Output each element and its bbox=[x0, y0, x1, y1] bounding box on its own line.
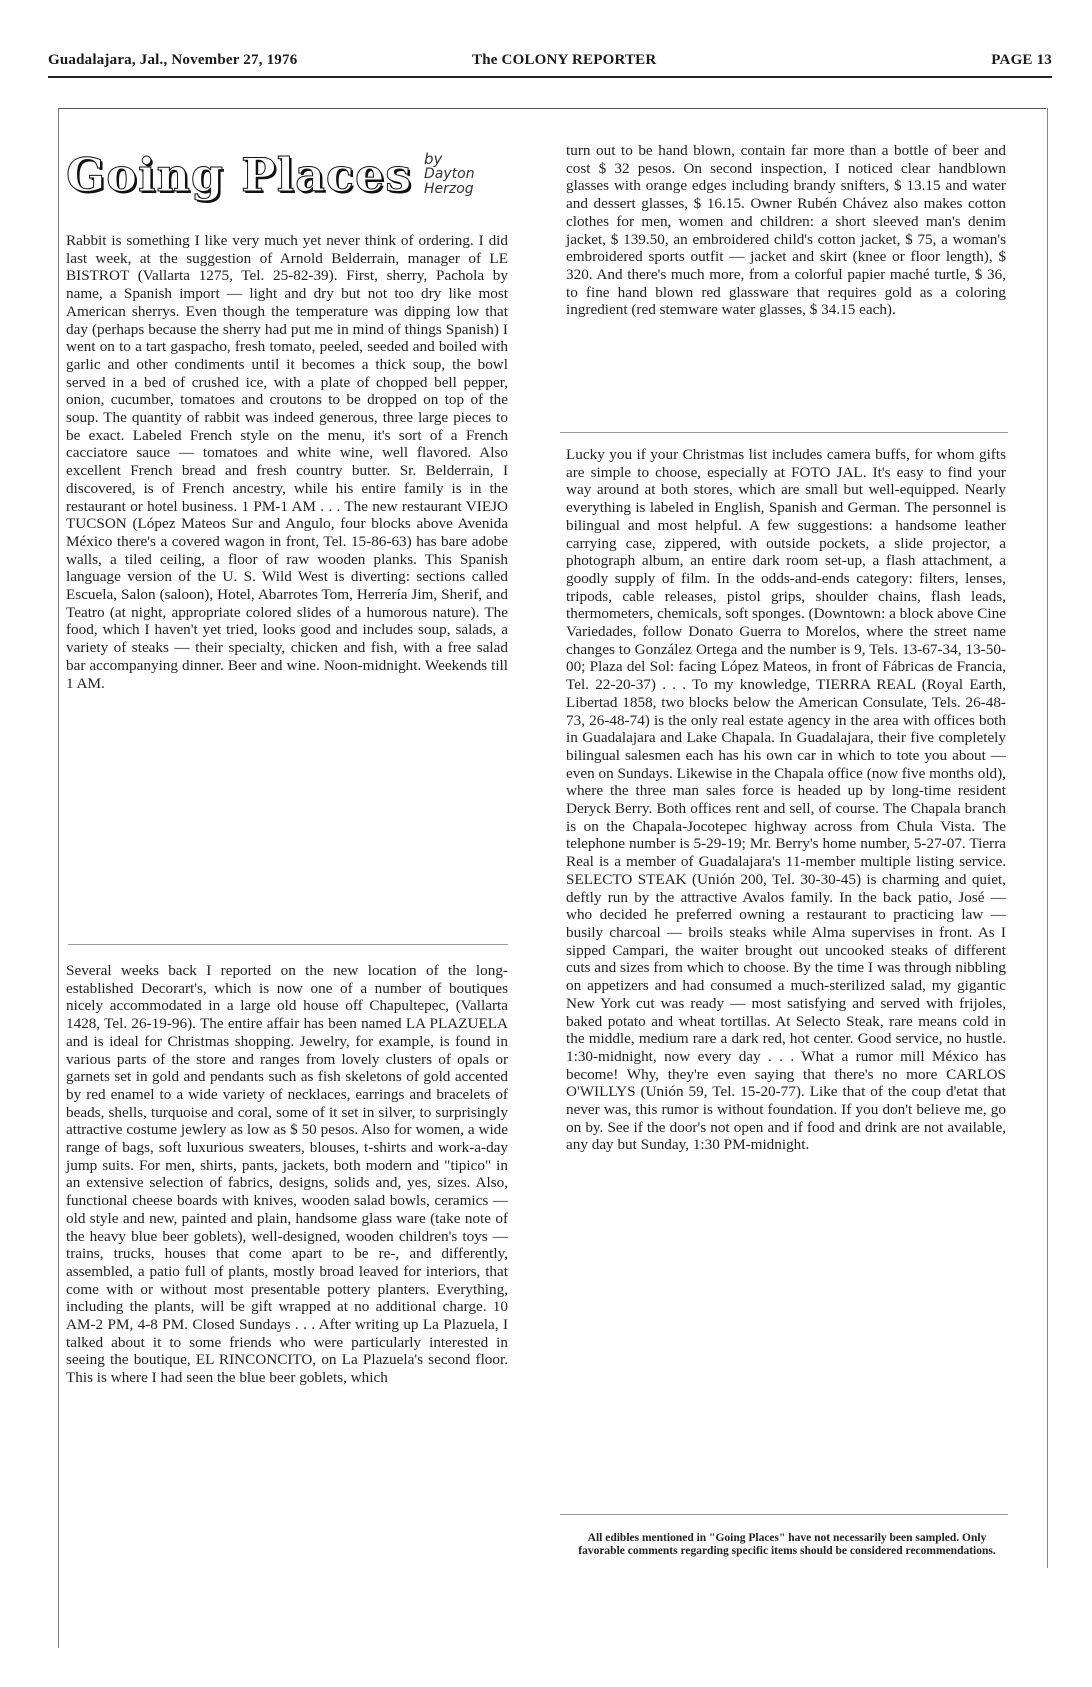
masthead-page-number: PAGE 13 bbox=[991, 52, 1052, 68]
byline bbox=[424, 152, 504, 197]
paragraph-la-plazuela: Several weeks back I reported on the new location of the long-established Decorart's, which is now one of a number of boutiques nicely accommodated in a large old house off Chapultepec, (Vallarta 1428, Tel. 26-19-96). The entire affair has been named LA PLAZUELA and is ideal for Christmas shopping. Jewelry, for example, is found in various parts of the store and ranges from lovely clusters of opals or garnets set in gold and pendants such as fish skeletons of gold accented by red enamel to a wide variety of necklaces, earrings and bracelets of beads, shells, turquoise and coral, some of it set in silver, to surprisingly attractive costume jewlery as low as $ 50 pesos. Also for women, a wide range of bags, soft luxurious sweaters, blouses, t-shirts and work-a-day jump suits. For men, shirts, pants, jackets, both modern and "tipico" in an extensive selection of fabrics, designs, solids and, yes, sizes. Also, functional cheese boards with knives, wooden salad bowls, ceramics — old style and new, painted and plain, handsome glass ware (take note of the heavy blue beer goblets), well-designed, wooden children's toys — trains, trucks, houses that come apart to be re-, and differently, assembled, a patio full of plants, mostly broad leaved for interiors, that come with or without most presentable pottery planters. Everything, including the plants, will be gift wrapped at no additional charge. 10 AM-2 PM, 4-8 PM. Closed Sundays . . . After writing up La Plazuela, I talked about it to some friends who were particularly interested in seeing the boutique, EL RINCONCITO, on La Plazuela's second floor. This is where I had seen the blue beer goblets, which bbox=[66, 962, 508, 1387]
box-top-rule bbox=[58, 108, 1046, 109]
right-column-divider bbox=[560, 432, 1008, 433]
article-right-top bbox=[566, 142, 1006, 319]
top-rule bbox=[48, 76, 1052, 78]
box-left-rule bbox=[58, 108, 59, 1648]
paragraph-foto-jal: Lucky you if your Christmas list includes camera buffs, for whom gifts are simple to choose, especially at FOTO JAL. It's easy to find your way around at both stores, which are small but well-equipped. Nearly everything is labeled in English, Spanish and German. The personnel is bilingual and most helpful. A few suggestions: a handsome leather carrying case, zippered, with outside pockets, a slide projector, a photograph album, an entire dark room set-up, a flash attachment, a goodly supply of film. In the odds-and-ends category: filters, lenses, tripods, cable releases, pistol grips, shoulder chains, flash leads, thermometers, chemicals, soft sponges. (Downtown: a block above Cine Variedades, follow Donato Guerra to Morelos, where the street name changes to González Ortega and the number is 9, Tels. 13-67-34, 13-50-00; Plaza del Sol: facing López Mateos, in front of Fábricas de Francia, Tel. 22-20-37) . . . To my knowledge, TIERRA REAL (Royal Earth, Libertad 1858, two blocks below the American Consulate, Tels. 26-48-73, 26-48-74) is the only real estate agency in the area with offices both in Guadalajara and Lake Chapala. In Guadalajara, their five completely bilingual salesmen each has his own car in which to tote you about — even on Sundays. Likewise in the Chapala office (now five months old), where the three man sales force is headed up by long-time resident Deryck Berry. Both offices rent and sell, of course. The Chapala branch is on the Chapala-Jocotepec highway across from Chula Vista. The telephone number is 5-29-19; Mr. Berry's home number, 5-27-07. Tierra Real is a member of Guadalajara's 11-member multiple listing service. SELECTO STEAK (Unión 200, Tel. 30-30-45) is charming and quiet, deftly run by the attractive Avalos family. In the back patio, José — who decided he preferred owning a restaurant to practicing law — busily charcoal — broils steaks while Alma supervises in front. As I sipped Campari, the waiter brought out uncooked steaks of different cuts and sizes from which to choose. By the time I was through nibbling on appetizers and had consumed a much-sterilized salad, my gigantic New York cut was ready — most satisfying and served with frijoles, baked potato and wheat tortillas. At Selecto Steak, rare means cold in the middle, medium rare a dark red, hot center. Good service, no hustle. 1:30-midnight, now every day . . . What a rumor mill México has become! Why, they're even saying that there's no more CARLOS O'WILLYS (Unión 59, Tel. 15-20-77). Like that of the coup d'etat that never was, this rumor is without foundation. If you don't believe me, go on by. See if the door's not open and if food and drink are not available, any day but Sunday, 1:30 PM-midnight. bbox=[566, 446, 1006, 1154]
footnote-divider bbox=[560, 1514, 1008, 1515]
left-column-divider bbox=[68, 944, 508, 945]
paragraph-el-rinconcito: turn out to be hand blown, contain far more than a bottle of beer and cost $ 32 pesos. On second inspection, I noticed clear handblown glasses with orange edges including brandy snifters, $ 13.15 and water and dessert glasses, $ 16.15. Owner Rubén Chávez also makes cotton clothes for men, women and children: a short sleeved man's denim jacket, $ 139.50, an embroidered child's cotton jacket, $ 75, a woman's embroidered sports outfit — jacket and skirt (knee or floor length), $ 320. And there's much more, from a colorful papier maché turtle, $ 36, to fine hand blown red glassware that requires gold as a coloring ingredient (red stemware water glasses, $ 34.15 each). bbox=[566, 142, 1006, 319]
byline-author-last: Herzog bbox=[424, 181, 474, 197]
column-title: Going Places bbox=[66, 148, 413, 202]
box-right-rule bbox=[1047, 108, 1048, 1568]
paragraph-le-bistrot: Rabbit is something I like very much yet never think of ordering. I did last week, at the suggestion of Arnold Belderrain, manager of LE BISTROT (Vallarta 1275, Tel. 25-82-39). First, sherry, Pachola by name, a Spanish import — light and dry but not too dry like most American sherrys. Even though the temperature was dipping low that day (perhaps because the sherry had put me in mind of things Spanish) I went on to a tart gaspacho, fresh tomato, peeled, seeded and boiled with garlic and other condiments until it becomes a thick soup, the bowl served in a bed of crushed ice, with a plate of chopped bell pepper, onion, cucumber, tomatoes and croutons to be dropped on top of the soup. The quantity of rabbit was indeed generous, three large pieces to be exact. Labeled French style on the menu, it's sort of a French cacciatore sauce — tomatoes and white wine, well flavored. Also excellent French bread and fresh country butter. Sr. Belderrain, I discovered, is of French ancestry, while his entire family is in the restaurant or hotel business. 1 PM-1 AM . . . The new restaurant VIEJO TUCSON (López Mateos Sur and Angulo, four blocks above Avenida México there's a covered wagon in front, Tel. 15-86-63) has bare adobe walls, a tiled ceiling, a floor of raw wooden planks. This Spanish language version of the U. S. Wild West is diverting: sections called Escuela, Salon (saloon), Hotel, Abarrotes Tom, Herrería Jim, Sherif, and Teatro (at night, appropriate colored slides of a humorous nature). The food, which I haven't yet tried, looks good and includes soup, salads, a variety of steaks — their specialty, chicken and fish, with a free salad bar accompanying dinner. Beer and wine. Noon-midnight. Weekends till 1 AM. bbox=[66, 232, 508, 692]
masthead-dateline: Guadalajara, Jal., November 27, 1976 bbox=[48, 52, 298, 68]
disclaimer-footnote: All edibles mentioned in "Going Places" have not necessarily been sampled. Only favorable comments regarding specific items should be considered recommendations. bbox=[578, 1532, 996, 1557]
article-left-bottom bbox=[66, 962, 508, 1387]
article-left-top bbox=[66, 232, 508, 692]
byline-author-first: Dayton bbox=[424, 166, 475, 182]
byline-by: by bbox=[424, 150, 443, 168]
masthead bbox=[48, 52, 1052, 74]
masthead-newspaper-name: The COLONY REPORTER bbox=[472, 52, 657, 68]
article-right-bottom bbox=[566, 446, 1006, 1154]
